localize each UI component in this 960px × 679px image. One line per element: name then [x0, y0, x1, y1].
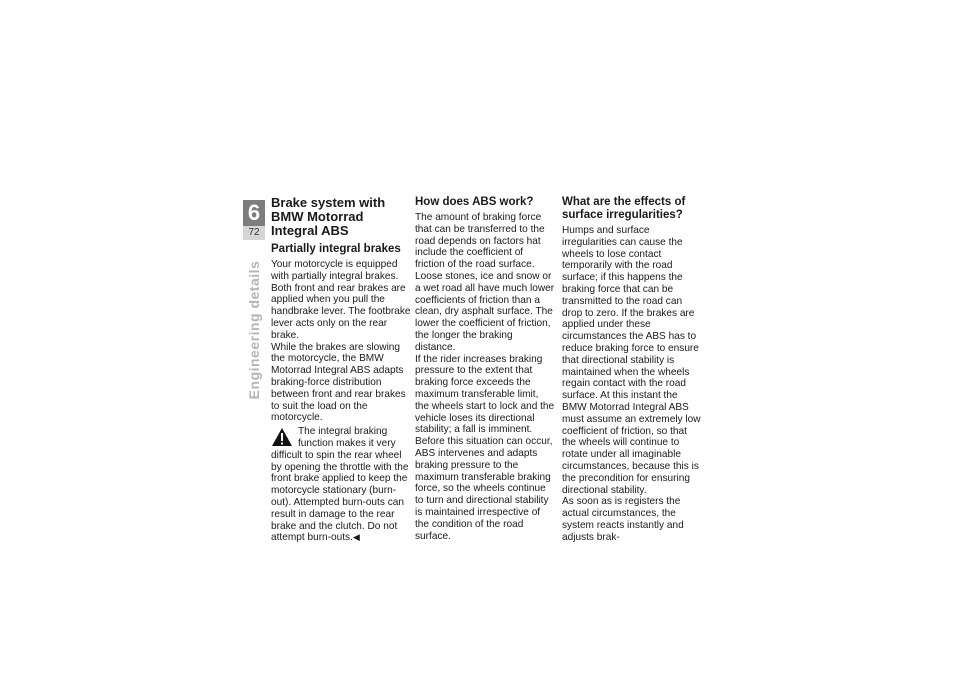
end-mark-icon: ◀ — [352, 532, 360, 543]
column-2 — [415, 196, 555, 542]
warning-block — [271, 426, 411, 544]
paragraph: While the brakes are slowing the motorcycle, the BMW Motorrad Integral ABS adapts braking-force distribution between front and rear brakes to suit the load on the motorcycle. — [271, 341, 406, 424]
page-number: 72 — [243, 226, 265, 240]
warning-triangle-icon — [271, 427, 293, 447]
paragraph: Your motorcycle is equipped with partially integral brakes. Both front and rear brakes are applied when you pull the handbrake lever. The footbrake lever acts only on the rear brake. — [271, 259, 411, 341]
paragraph: The amount of braking force that can be transferred to the road depends on factors hat include the coefficient of friction of the road surface. Loose stones, ice and snow or a wet road all have much lower coefficients of friction than a clean, dry asphalt surface. The lower the coefficient of friction, the longer the braking distance. — [415, 212, 555, 353]
section-heading: What are the effects of surface irregularities? — [562, 196, 686, 221]
chapter-number: 6 — [243, 200, 265, 226]
paragraph: If the rider increases braking pressure to the extent that braking force exceeds the maximum transferable limit, the wheels start to lock and the vehicle loses its directional stability; a fall is imminent. Before this situation can occur, ABS intervenes and adapts braking pressure to the maximum transferable braking force, so the wheels continue to turn and directional stability is maintained irrespective of the condition of the road surface. — [415, 353, 555, 542]
chapter-tab — [243, 200, 265, 240]
section-heading: Brake system with BMW Motorrad Integral ABS — [271, 195, 386, 238]
section-heading: How does ABS work? — [415, 196, 534, 208]
warning-text: The integral braking function makes it very difficult to spin the rear wheel by opening the throttle with the front brake applied to keep the motorcycle stationary (burn-out). Attempted burn-outs can result in damage to the rear brake and the clutch. Do not attempt burn-outs. — [271, 426, 409, 544]
column-1 — [271, 196, 411, 544]
chapter-side-label: Engineering details — [246, 260, 262, 400]
paragraph: As soon as is registers the actual circumstances, the system reacts instantly and adjusts brak- — [562, 496, 684, 543]
paragraph: Humps and surface irregularities can cause the wheels to lose contact temporarily with the road surface; if this happens the braking force that can be transmitted to the road can drop to zero. If the brakes are applied under these circumstances the ABS has to reduce braking force to ensure that directional stability is maintained when the wheels regain contact with the road surface. At this instant the BMW Motorrad Integral ABS must assume an extremely low coefficient of friction, so that the wheels will continue to rotate under all imaginable circumstances, because this is the precondition for ensuring directional stability. — [562, 225, 701, 496]
subsection-heading: Partially integral brakes — [271, 243, 401, 255]
column-3 — [562, 196, 702, 544]
